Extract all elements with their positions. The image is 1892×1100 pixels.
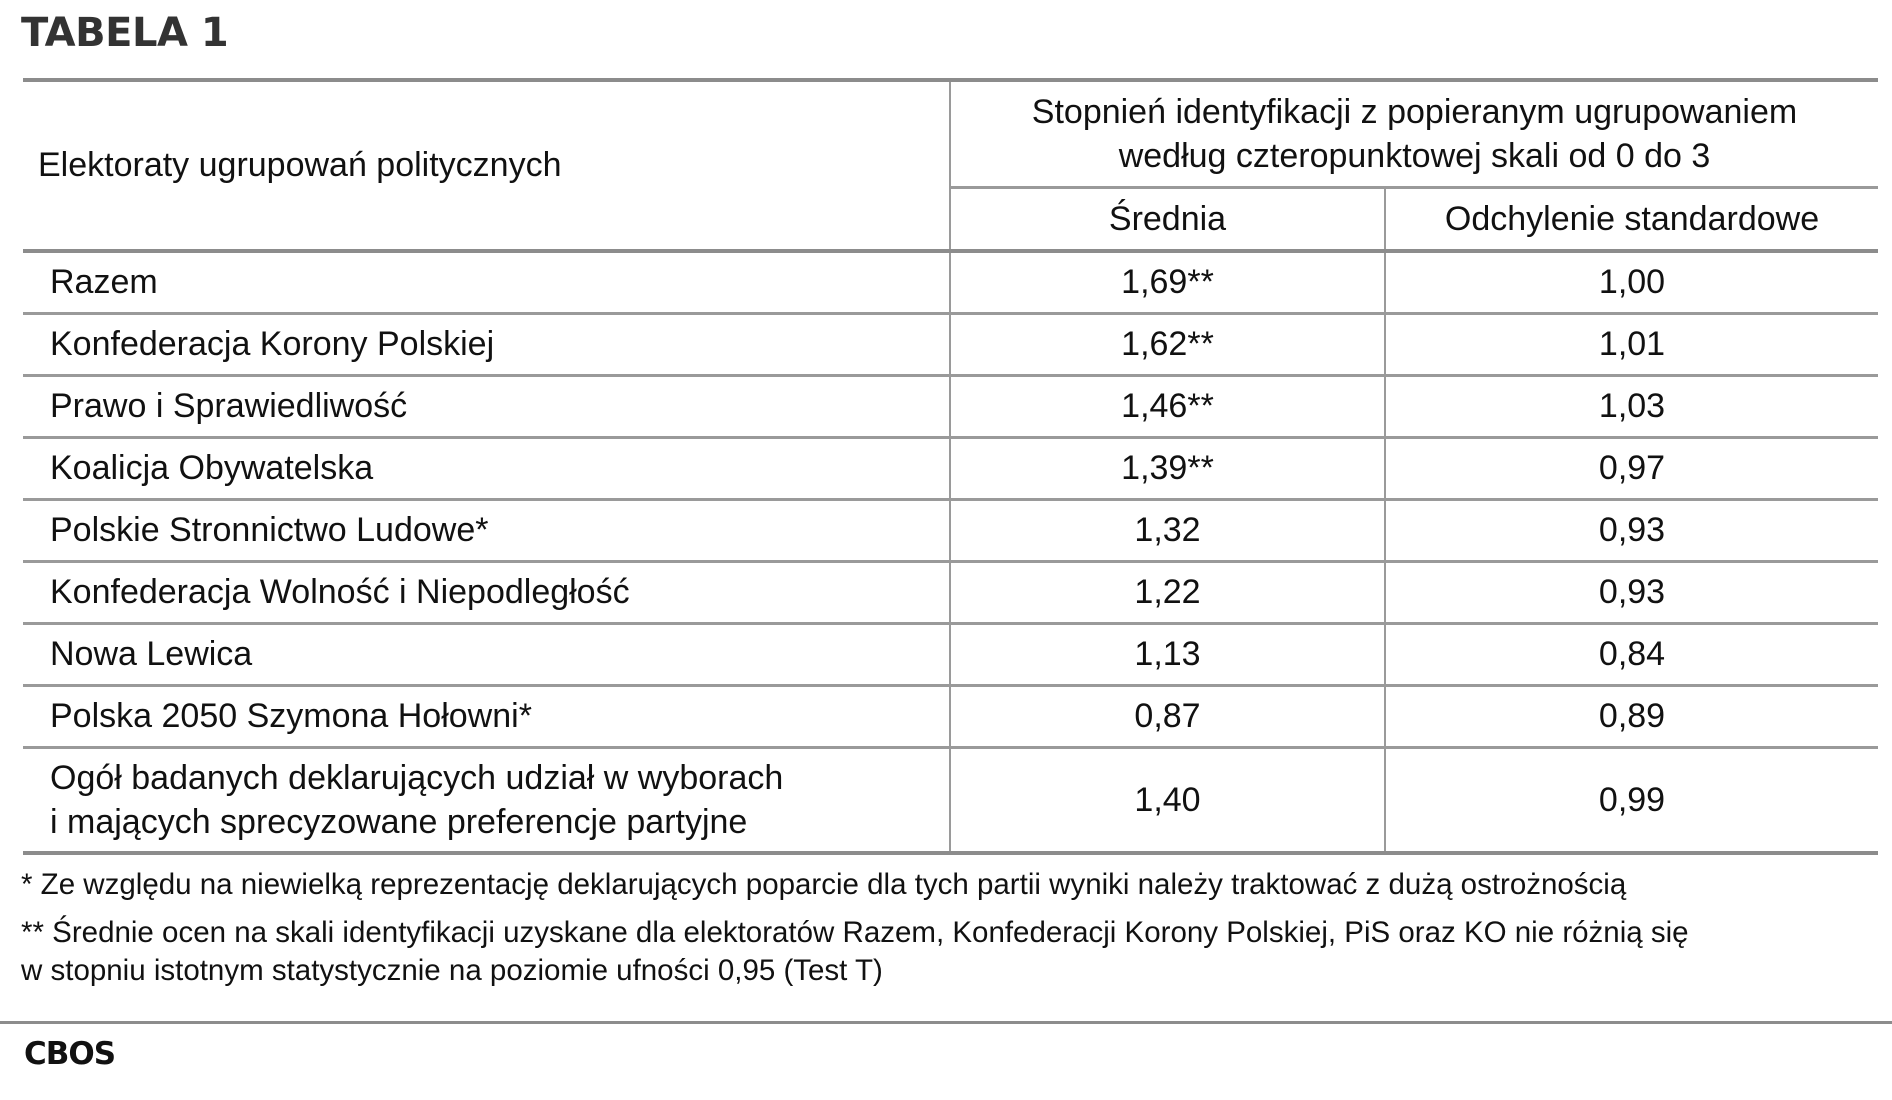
source-label: CBOS: [24, 1036, 116, 1072]
bottom-rule-divider: [0, 1021, 1892, 1024]
party-name: Nowa Lewica: [23, 624, 950, 686]
party-name: Konfederacja Korony Polskiej: [23, 314, 950, 376]
footnote-single-asterisk: * Ze względu na niewielką reprezentację deklarujących poparcie dla tych partii wyniki należy traktować z dużą ostrożnością: [21, 868, 1627, 901]
group-header-cell: [950, 82, 1878, 188]
group-header-line-1: Stopnień identyfikacji z popieranym ugrupowaniem: [1031, 93, 1798, 131]
sd-value: 1,01: [1385, 314, 1878, 376]
mean-value: 1,46**: [950, 376, 1385, 438]
table-title: TABELA 1: [21, 10, 229, 56]
total-mean-value: 1,40: [950, 748, 1385, 854]
sd-value: 0,84: [1385, 624, 1878, 686]
footnote-double-asterisk: [21, 914, 1881, 990]
table-row: [23, 438, 1878, 500]
footnote-double-asterisk-line-1: ** Średnie ocen na skali identyfikacji uzyskane dla elektoratów Razem, Konfederacji Korony Polskiej, PiS oraz KO nie różnią się: [21, 916, 1689, 949]
mean-value: 1,62**: [950, 314, 1385, 376]
sd-value: 0,93: [1385, 562, 1878, 624]
column-header-sd: Odchylenie standardowe: [1385, 188, 1878, 252]
mean-value: 1,22: [950, 562, 1385, 624]
mean-value: 1,69**: [950, 251, 1385, 314]
group-header-line-2: według czteropunktowej skali od 0 do 3: [1118, 137, 1711, 175]
footnotes: [21, 866, 1881, 990]
sd-value: 0,89: [1385, 686, 1878, 748]
party-name: Polska 2050 Szymona Hołowni*: [23, 686, 950, 748]
total-label: [23, 748, 950, 854]
sd-value: 1,00: [1385, 251, 1878, 314]
table-row: [23, 686, 1878, 748]
party-name: Koalicja Obywatelska: [23, 438, 950, 500]
mean-value: 1,32: [950, 500, 1385, 562]
table-row: [23, 251, 1878, 314]
sd-value: 0,97: [1385, 438, 1878, 500]
total-label-line-1: Ogół badanych deklarujących udział w wyborach: [50, 759, 784, 797]
total-label-line-2: i mających sprecyzowane preferencje partyjne: [50, 803, 748, 841]
table-row-total: [23, 748, 1878, 854]
table-row: [23, 314, 1878, 376]
table-row: [23, 562, 1878, 624]
mean-value: 1,13: [950, 624, 1385, 686]
party-name: Konfederacja Wolność i Niepodległość: [23, 562, 950, 624]
sd-value: 1,03: [1385, 376, 1878, 438]
sd-value: 0,93: [1385, 500, 1878, 562]
table-row: [23, 500, 1878, 562]
data-table: [23, 82, 1878, 855]
total-sd-value: 0,99: [1385, 748, 1878, 854]
row-header-cell: Elektoraty ugrupowań politycznych: [23, 82, 950, 251]
party-name: Polskie Stronnictwo Ludowe*: [23, 500, 950, 562]
party-name: Prawo i Sprawiedliwość: [23, 376, 950, 438]
footnote-double-asterisk-line-2: w stopniu istotnym statystycznie na poziomie ufności 0,95 (Test T): [21, 954, 883, 987]
table-row: [23, 624, 1878, 686]
column-header-mean: Średnia: [950, 188, 1385, 252]
mean-value: 1,39**: [950, 438, 1385, 500]
table-row: [23, 376, 1878, 438]
mean-value: 0,87: [950, 686, 1385, 748]
party-name: Razem: [23, 251, 950, 314]
